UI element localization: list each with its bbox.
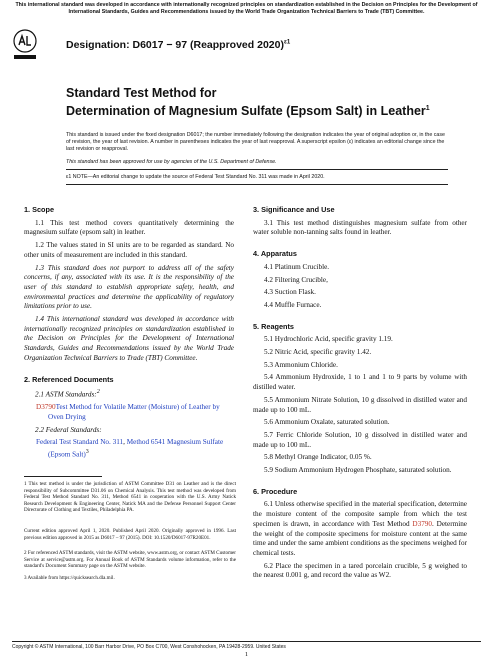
paragraph: 1.4 This international standard was developed in accordance with internationally recognized principles on standardization established in the Decision on Principles for the Development of International Standards, Guides and Recommendations issued by the World Trade Organization Technical Barriers to Trade (TBT) Committee. — [24, 315, 234, 362]
list-item: 5.5 Ammonium Nitrate Solution, 10 g dissolved in distilled water and made up to 100 mL. — [253, 395, 467, 414]
right-column — [253, 205, 467, 584]
tbt-notice: This international standard was developed in accordance with internationally recognized principles on standardization established in the Decision on Principles for the Development of International Standards, Guides and Recommendations issued by the World Trade Organization Technical Barriers to Trade (TBT) Committee. — [15, 2, 478, 15]
paragraph: 6.2 Place the specimen in a tared porcelain crucible, 5 g weighed to the nearest 0.001 g, and record the value as W2. — [253, 561, 467, 580]
list-item: 5.4 Ammonium Hydroxide, 1 to 1 and 1 to 9 parts by volume with distilled water. — [253, 373, 467, 392]
paragraph: 2.1 ASTM Standards:$^2$ — [35, 389, 100, 399]
list-item: 5.2 Nitric Acid, specific gravity 1.42. — [264, 348, 372, 357]
list-item: 4.3 Suction Flask. — [264, 288, 316, 297]
section-heading: 3. Significance and Use — [253, 205, 335, 214]
document-title: Standard Test Method for Determination of Magnesium Sulfate (Epsom Salt) in Leather$^1$ — [66, 86, 430, 119]
section-heading: 5. Reagents — [253, 321, 294, 331]
divider — [66, 169, 448, 170]
list-item: 4.2 Filtering Crucible, — [264, 275, 328, 284]
paragraph: 1.3 This standard does not purport to address all of the safety concerns, if any, associated with its use. It is the responsibility of the user of this standard to establish appropriate safety, health, and environmental practices and determine the applicability of regulatory limitations prior to use. — [24, 263, 234, 311]
list-item: 5.9 Sodium Ammonium Hydrogen Phosphate, saturated solution. — [264, 466, 452, 475]
list-item: 4.4 Muffle Furnace. — [264, 300, 322, 309]
paragraph: 2.2 Federal Standards: — [35, 425, 102, 434]
footnote-divider — [24, 476, 102, 477]
footnote: 1 This test method is under the jurisdiction of ASTM Committee D31 on Leather and is the direct responsibility of Subcommittee D31.06 on Chemical Analysis. This test method was developed from Federal Test Method Standard No. 311, Method 6541 in cooperation with the U.S. Army Natick Research Development & Engineering Center, Natick MA and the Defense Personnel Support Center Directorate of Clothing and Textiles, Philadelphia PA. — [24, 481, 236, 514]
list-item: 5.7 Ferric Chloride Solution, 10 g dissolved in distilled water and made up to 100 mL. — [253, 430, 467, 449]
section-heading: 6. Procedure — [253, 486, 298, 496]
reference-link[interactable]: D3790 — [412, 519, 432, 528]
section-heading: 1. Scope — [24, 205, 55, 214]
list-item: 5.6 Ammonium Oxalate, saturated solution. — [264, 418, 390, 427]
dod-approval: This standard has been approved for use by agencies of the U.S. Department of Defense. — [66, 159, 277, 165]
left-column — [24, 205, 234, 463]
issuance-statement: This standard is issued under the fixed designation D6017; the number immediately following the designation indicates the year of original adoption or, in the case of revision, the year of last revision. A number in parentheses indicates the year of last reapproval. A superscript epsilon (ε) indicates an editorial change since the last revision or reapproval. — [66, 132, 445, 152]
paragraph: 1.2 The values stated in SI units are to be regarded as standard. No other units of measurement are included in this standard. — [24, 241, 234, 259]
section-heading: 4. Apparatus — [253, 249, 297, 259]
editorial-note: ε1 NOTE—An editorial change to update the source of Federal Test Standard No. 311 was made in April 2020. — [66, 174, 325, 180]
list-item: 5.8 Methyl Orange Indicator, 0.05 %. — [264, 453, 372, 462]
section-heading: 2. Referenced Documents — [24, 374, 114, 384]
reference-item[interactable]: D3790Test Method for Volatile Matter (Moisture) of Leather by Oven Drying — [36, 403, 220, 422]
paragraph: 1.1 This test method covers quantitatively determining the magnesium sulfate (epsom salt) in leather. — [24, 218, 234, 237]
list-item: 5.3 Ammonium Chloride. — [264, 360, 338, 369]
designation: Designation: D6017 − 97 (Reapproved 2020)$^{\varepsilon 1}$ — [66, 39, 291, 51]
footer-divider — [12, 641, 481, 642]
page-number: 1 — [244, 651, 249, 658]
list-item: 4.1 Platinum Crucible. — [264, 262, 330, 271]
footnote: 3 Available from https://quicksearch.dla.mil. — [24, 575, 115, 581]
footnote: 2 For referenced ASTM standards, visit the ASTM website, www.astm.org, or contact ASTM Customer Service at service@astm.org. For Annual Book of ASTM Standards volume information, refer to the standard's Document Summary page on the ASTM website. — [24, 550, 236, 570]
paragraph: 3.1 This test method distinguishes magnesium sulfate from other water soluble non-tanning salts found in leather. — [253, 218, 467, 237]
divider — [66, 184, 448, 185]
footnote: Current edition approved April 1, 2020. Published April 2020. Originally approved in 1996. Last previous edition approved in 2015 as D6017 – 97 (2015). DOI: 10.1520/D6017-97R20E01. — [24, 528, 236, 541]
astm-logo-icon — [12, 29, 38, 61]
copyright: Copyright © ASTM International, 100 Barr Harbor Drive, PO Box C700, West Conshohocken, PA 19428-2959. United States — [12, 644, 286, 650]
paragraph: 6.1 Unless otherwise specified in the material specification, determine the moisture content of the composite sample from which the test specimen is drawn, in accordance with Test Method D3790. Determine the weight of the composite specimens for moisture content at the same time and under the same ambient conditions as the specimens weighed for chemical tests. — [253, 500, 467, 557]
reference-item[interactable]: Federal Test Standard No. 311, Method 6541 Magnesium Sulfate (Epsom Salt)$^3$ — [36, 438, 224, 459]
list-item: 5.1 Hydrochloric Acid, specific gravity 1.19. — [264, 335, 393, 344]
